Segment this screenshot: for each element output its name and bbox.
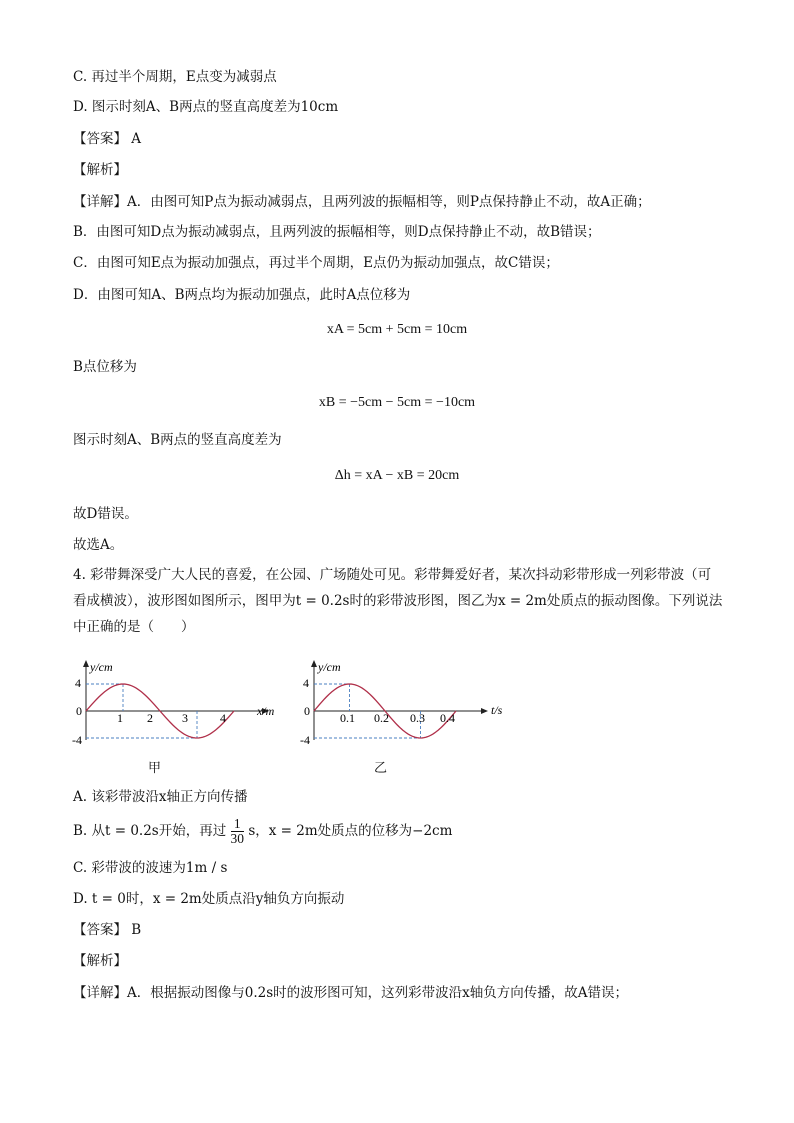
q3-detail-b: B．由图可知D点为振动减弱点，且两列波的振幅相等，则D点保持静止不动，故B错误；: [73, 224, 601, 240]
q4-option-b-prefix: B. 从t = 0.2s开始，再过: [73, 823, 227, 839]
height-diff-text: 图示时刻A、B两点的竖直高度差为: [73, 432, 282, 448]
xtick-yi-03: 0.3: [410, 711, 425, 725]
xlabel-jia: x/m: [257, 704, 275, 718]
xtick-jia-1: 1: [117, 711, 123, 725]
vibration-graph-yi: [296, 656, 511, 756]
d-wrong-text: 故D错误。: [73, 506, 138, 522]
equation-xa: xA = 5cm + 5cm = 10cm: [326, 322, 468, 337]
q4-analysis-heading: 【解析】: [73, 953, 127, 969]
q4-stem: 4. 彩带舞深受广大人民的喜爱，在公园、广场随处可见。彩带舞爱好者，某次抖动彩带形成一列彩带波（可看成横波），波形图如图所示，图甲为t = 0.2s时的彩带波形图，图乙为x = 2m处质点的振动图像。下列说法中正确的是（ ）: [73, 567, 723, 635]
ylabel-yi: y/cm: [318, 660, 341, 674]
fraction-numerator: 1: [231, 817, 245, 832]
ylabel-jia: y/cm: [90, 660, 113, 674]
q3-answer: [73, 129, 141, 149]
b-displacement-text: B点位移为: [73, 359, 137, 375]
xlabel-yi: t/s: [491, 703, 503, 717]
q4-detail-a: 【详解】A．根据振动图像与0.2s时的波形图可知，这列彩带波沿x轴负方向传播，故A错误；: [73, 985, 629, 1001]
y-arrow-yi: [311, 660, 317, 667]
xtick-jia-3: 3: [182, 711, 188, 725]
xtick-yi-01: 0.1: [340, 711, 355, 725]
q3-detail-d: D．由图可知A、B两点均为振动加强点，此时A点位移为: [73, 287, 411, 303]
q3-analysis-heading: 【解析】: [73, 162, 127, 178]
q4-option-a: A. 该彩带波沿x轴正方向传播: [73, 789, 248, 805]
xtick-jia-2: 2: [147, 711, 153, 725]
xtick-yi-02: 0.2: [374, 711, 389, 725]
fraction-1-30: [231, 817, 245, 846]
choose-a-text: 故选A。: [73, 537, 124, 553]
q3-option-c: C. 再过半个周期，E点变为减弱点: [73, 69, 277, 85]
y-arrow-jia: [83, 660, 89, 667]
q4-option-b: [73, 816, 452, 846]
figure-label-yi: 乙: [374, 761, 388, 776]
q4-option-c: C. 彩带波的波速为1m / s: [73, 860, 228, 876]
ytick-jia-neg4: -4: [72, 733, 82, 747]
q4-answer: [73, 920, 141, 940]
equation-xb: xB = −5cm − 5cm = −10cm: [318, 395, 476, 410]
answer-label: 【答案】: [73, 922, 127, 938]
q4-option-b-suffix: s，x = 2m处质点的位移为−2cm: [248, 823, 453, 839]
answer-value: A: [131, 131, 142, 147]
answer-value: B: [131, 922, 142, 938]
fraction-denominator: 30: [230, 831, 245, 846]
answer-label: 【答案】: [73, 131, 127, 147]
ytick-yi-0: 0: [304, 704, 310, 718]
xtick-jia-4: 4: [220, 711, 226, 725]
figure-label-jia: 甲: [148, 761, 162, 776]
ytick-yi-4: 4: [303, 676, 309, 690]
q3-detail-c: C．由图可知E点为振动加强点，再过半个周期，E点仍为振动加强点，故C错误；: [73, 255, 559, 271]
q4-option-d: D. t = 0时，x = 2m处质点沿y轴负方向振动: [73, 891, 345, 907]
ytick-jia-0: 0: [76, 704, 82, 718]
xtick-yi-04: 0.4: [440, 711, 455, 725]
q3-option-d: D. 图示时刻A、B两点的竖直高度差为10cm: [73, 99, 339, 115]
x-arrow-yi: [481, 708, 488, 714]
ytick-yi-neg4: -4: [300, 733, 310, 747]
equation-dh: Δh = xA − xB = 20cm: [334, 468, 460, 483]
q3-detail-a: 【详解】A．由图可知P点为振动减弱点，且两列波的振幅相等，则P点保持静止不动，故A正确；: [73, 194, 651, 210]
ytick-jia-4: 4: [75, 676, 81, 690]
wave-graph-jia: [70, 656, 285, 756]
